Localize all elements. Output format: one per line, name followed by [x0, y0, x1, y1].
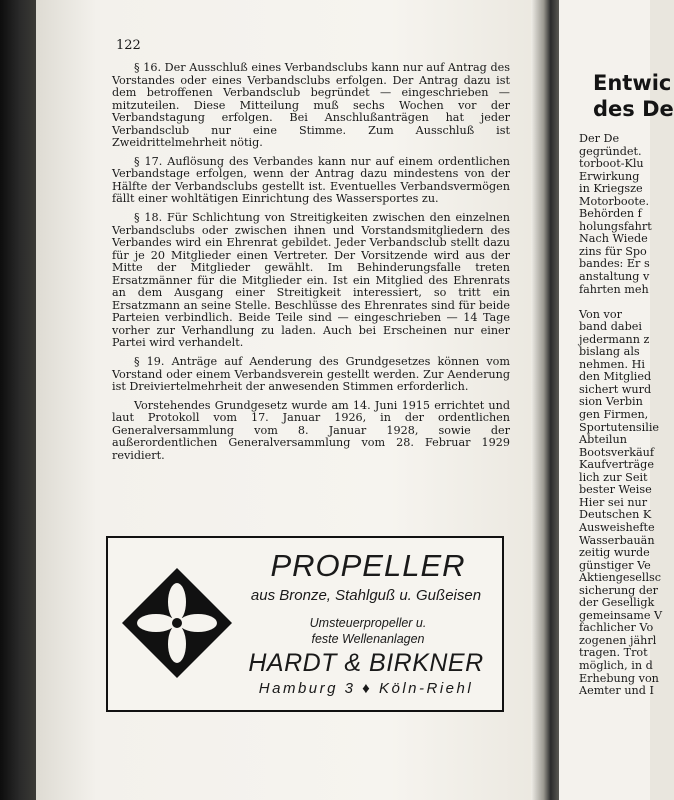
right-page-line: zogenen jährl [579, 633, 657, 647]
right-page-text [579, 133, 662, 698]
right-page-line: der Geselligk [579, 596, 655, 610]
right-page-line: Behörden f [579, 207, 642, 221]
right-page-line: bandes: Er s [579, 257, 650, 271]
right-page-line [579, 296, 662, 309]
right-page-line: Bootsverkäuf [579, 445, 655, 459]
right-page-line: bislang als [579, 345, 640, 359]
ad-subline-2: feste Wellenanlagen [311, 632, 425, 646]
right-page-line: Sportutensilie [579, 420, 660, 434]
right-page-line: Erwirkung [579, 169, 640, 183]
propeller-advertisement [106, 536, 504, 712]
right-page-line: gen Firmen, [579, 408, 649, 422]
right-page-line: Motorboote. [579, 194, 650, 208]
page-gutter [531, 0, 559, 800]
right-page-line: zins für Spo [579, 244, 647, 258]
right-page-line: Ausweishefte [579, 520, 655, 534]
right-page-heading [593, 70, 674, 122]
right-page-line: günstiger Ve [579, 558, 651, 572]
right-page-line: lich zur Seit [579, 470, 648, 484]
ad-subline-1: Umsteuerpropeller u. [309, 616, 427, 630]
page-number: 122 [116, 38, 141, 53]
statute-text [112, 62, 510, 468]
right-page-line: Der De [579, 132, 620, 145]
right-page-line: sion Verbin [579, 395, 643, 409]
right-page-line: Wasserbauän [579, 533, 655, 547]
right-page-heading-line-1: Entwic [593, 71, 672, 95]
ad-company-name: HARDT & BIRKNER [248, 649, 484, 677]
revision-note: Vorstehendes Grundgesetz wurde am 14. Juni 1915 errichtet und laut Protokoll vom 17. Januar 1926, in der ordentlichen Generalversammlung vom 8. Januar 1928, sowie der außerordentlichen Generalversammlung vom 28. Februar 1929 revidiert. [112, 398, 510, 462]
right-page-line: Nach Wiede [579, 232, 648, 246]
propeller-logo-icon [122, 568, 232, 678]
right-page-line: fachlicher Vo [579, 621, 654, 635]
paragraph-16: § 16. Der Ausschluß eines Verbandsclubs kann nur auf Antrag des Vorstandes oder eines Verbandsclubs erfolgen. Der Antrag dazu ist dem betroffenen Verbandsclub begründet — eingeschrieben — mitzuteilen. Diese Mitteilung muß sechs Wochen vor der Verbandstagung erfolgen. Bei Anschlußanträgen hat jeder Verbandsclub nur eine Stimme. Zum Ausschluß ist Zweidrittelmehrheit nötig. [112, 61, 510, 150]
paragraph-19: § 19. Anträge auf Aenderung des Grundgesetzes können vom Vorstand oder einem Verbandsverein gestellt werden. Zur Aenderung ist Dreiviertelmehrheit der anwesenden Stimmen erforderlich. [112, 355, 510, 394]
right-page-line: in Kriegsze [579, 182, 643, 196]
ad-company-cities: Hamburg 3 ♦ Köln-Riehl [258, 680, 474, 697]
book-binding [0, 0, 36, 800]
right-page-line: anstaltung v [579, 270, 650, 284]
right-page-line: Erhebung von [579, 671, 659, 685]
right-page-line: nehmen. Hi [579, 357, 645, 371]
right-page [559, 0, 674, 800]
right-page-line: den Mitglied [579, 370, 652, 384]
right-page-line: möglich, in d [579, 658, 653, 672]
right-page-line: tragen. Trot [579, 646, 648, 660]
right-page-line: bester Weise [579, 483, 652, 497]
right-page-line: Hier sei nur [579, 495, 648, 509]
ad-material: aus Bronze, Stahlguß u. Gußeisen [250, 587, 482, 604]
right-page-line: holungsfahrt [579, 219, 652, 233]
right-page-line: jedermann z [579, 332, 650, 346]
right-page-line: torboot-Klu [579, 157, 644, 171]
right-page-line: zeitig wurde [579, 546, 650, 560]
right-page-line: fahrten meh [579, 282, 649, 296]
ad-title: PROPELLER [270, 548, 466, 583]
right-page-line: sicherung der [579, 583, 659, 597]
right-page-line: gegründet. [579, 144, 642, 158]
right-page-line: Deutschen K [579, 508, 652, 522]
right-page-line: sichert wurd [579, 382, 652, 396]
paragraph-18: § 18. Für Schlichtung von Streitigkeiten zwischen den einzelnen Verbandsclubs oder zwischen ihnen und Vorstandsmitgliedern des Verbandes wird ein Ehrenrat gebildet. Jeder Verbandsclub stellt dazu für je 20 Mitglieder einen Vertreter. Der Vorsitzende wird aus der Mitte der Mitglieder gewählt. Im Behinderungsfalle treten Ersatzmänner für die Mitglieder ein. Ist ein Mitglied des Ehrenrats an dem Ausgang einer Streitigkeit interessiert, so tritt ein Ersatzmann an seine Stelle. Beschlüsse des Ehrenrates sind für beide Parteien verbindlich. Beide Teile sind — eingeschrieben — 14 Tage vorher zur Verhandlung zu laden. Auch bei Erscheinen nur einer Partei wird verhandelt. [112, 211, 510, 350]
right-page-line: Kaufverträge [579, 458, 654, 472]
right-page-heading-line-2: des De [593, 97, 674, 121]
right-page-line: Abteilun [579, 433, 627, 447]
right-page-line: Von vor [579, 307, 622, 321]
right-page-line: band dabei [579, 320, 642, 334]
right-page-line: Aktiengesellsc [579, 571, 662, 585]
right-page-line: gemeinsame V [579, 608, 663, 622]
paragraph-17: § 17. Auflösung des Verbandes kann nur auf einem ordentlichen Verbandstage erfolgen, wenn der Antrag dazu mindestens von der Hälfte der Verbandsclubs gestellt ist. Eventuelles Verbandsvermögen fällt einer wohltätigen Einrichtung des Wassersportes zu. [112, 154, 510, 206]
right-page-line: Aemter und I [579, 684, 654, 698]
